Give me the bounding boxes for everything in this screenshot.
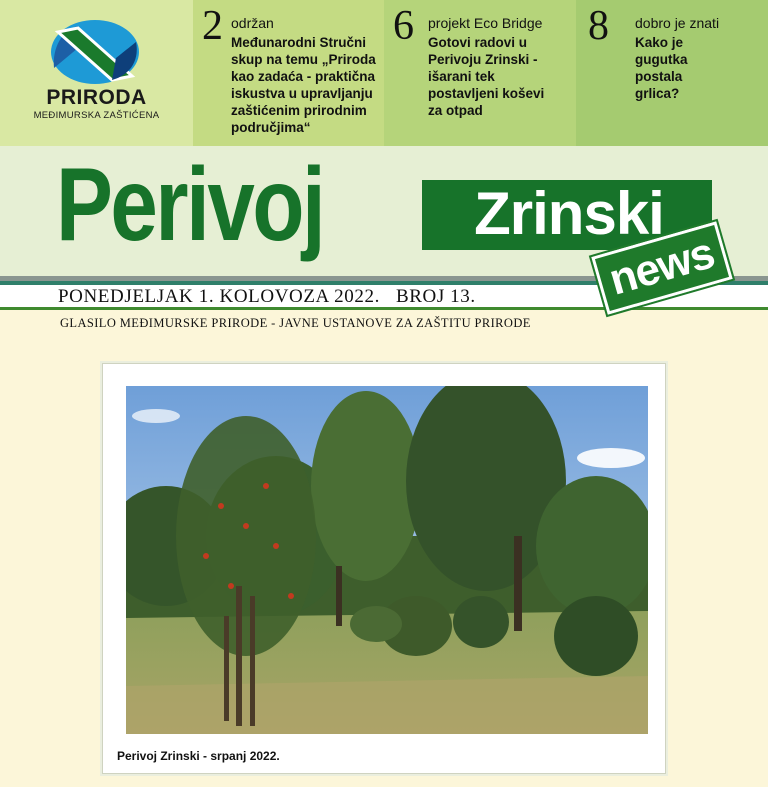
feature-photo-card <box>102 363 666 774</box>
logo-block[interactable] <box>0 0 193 146</box>
issue-date-line: PONEDJELJAK 1. KOLOVOZA 2022. BROJ 13. <box>58 286 476 307</box>
teaser-page-number: 8 <box>588 3 609 49</box>
teaser-page-number: 2 <box>202 3 223 49</box>
teaser-tag: održan <box>231 15 274 31</box>
teaser-tag: projekt Eco Bridge <box>428 15 543 31</box>
news-badge: news <box>591 221 733 315</box>
masthead-title: Perivoj <box>56 147 324 263</box>
logo-name: PRIRODA <box>46 86 147 109</box>
photo-caption: Perivoj Zrinski - srpanj 2022. <box>117 749 280 763</box>
park-photo[interactable] <box>126 386 648 734</box>
priroda-logo-icon <box>48 18 142 86</box>
teaser-page-6[interactable] <box>384 0 576 146</box>
logo-subtitle: MEĐIMURSKA ZAŠTIĆENA <box>33 110 160 121</box>
masthead-title-box-text: Zrinski <box>474 180 664 247</box>
teaser-headline: Gotovi radovi u Perivoju Zrinski - išarani tek postavljeni koševi za otpad <box>428 35 545 118</box>
teaser-page-2[interactable] <box>193 0 384 146</box>
top-strip <box>0 0 768 146</box>
teaser-headline: Međunarodni Stručni skup na temu „Priroda kao zadaća - praktična iskustva u upravljanju zaštićenim prirodnim područjima“ <box>231 35 376 135</box>
park-trees-image <box>126 386 648 734</box>
teaser-headline: Kako je gugutka postala grlica? <box>635 35 688 101</box>
teaser-page-number: 6 <box>393 3 414 49</box>
teaser-page-8[interactable] <box>576 0 768 146</box>
publication-subtitle: GLASILO MEĐIMURSKE PRIRODE - JAVNE USTANOVE ZA ZAŠTITU PRIRODE <box>60 316 531 330</box>
teaser-tag: dobro je znati <box>635 15 720 31</box>
